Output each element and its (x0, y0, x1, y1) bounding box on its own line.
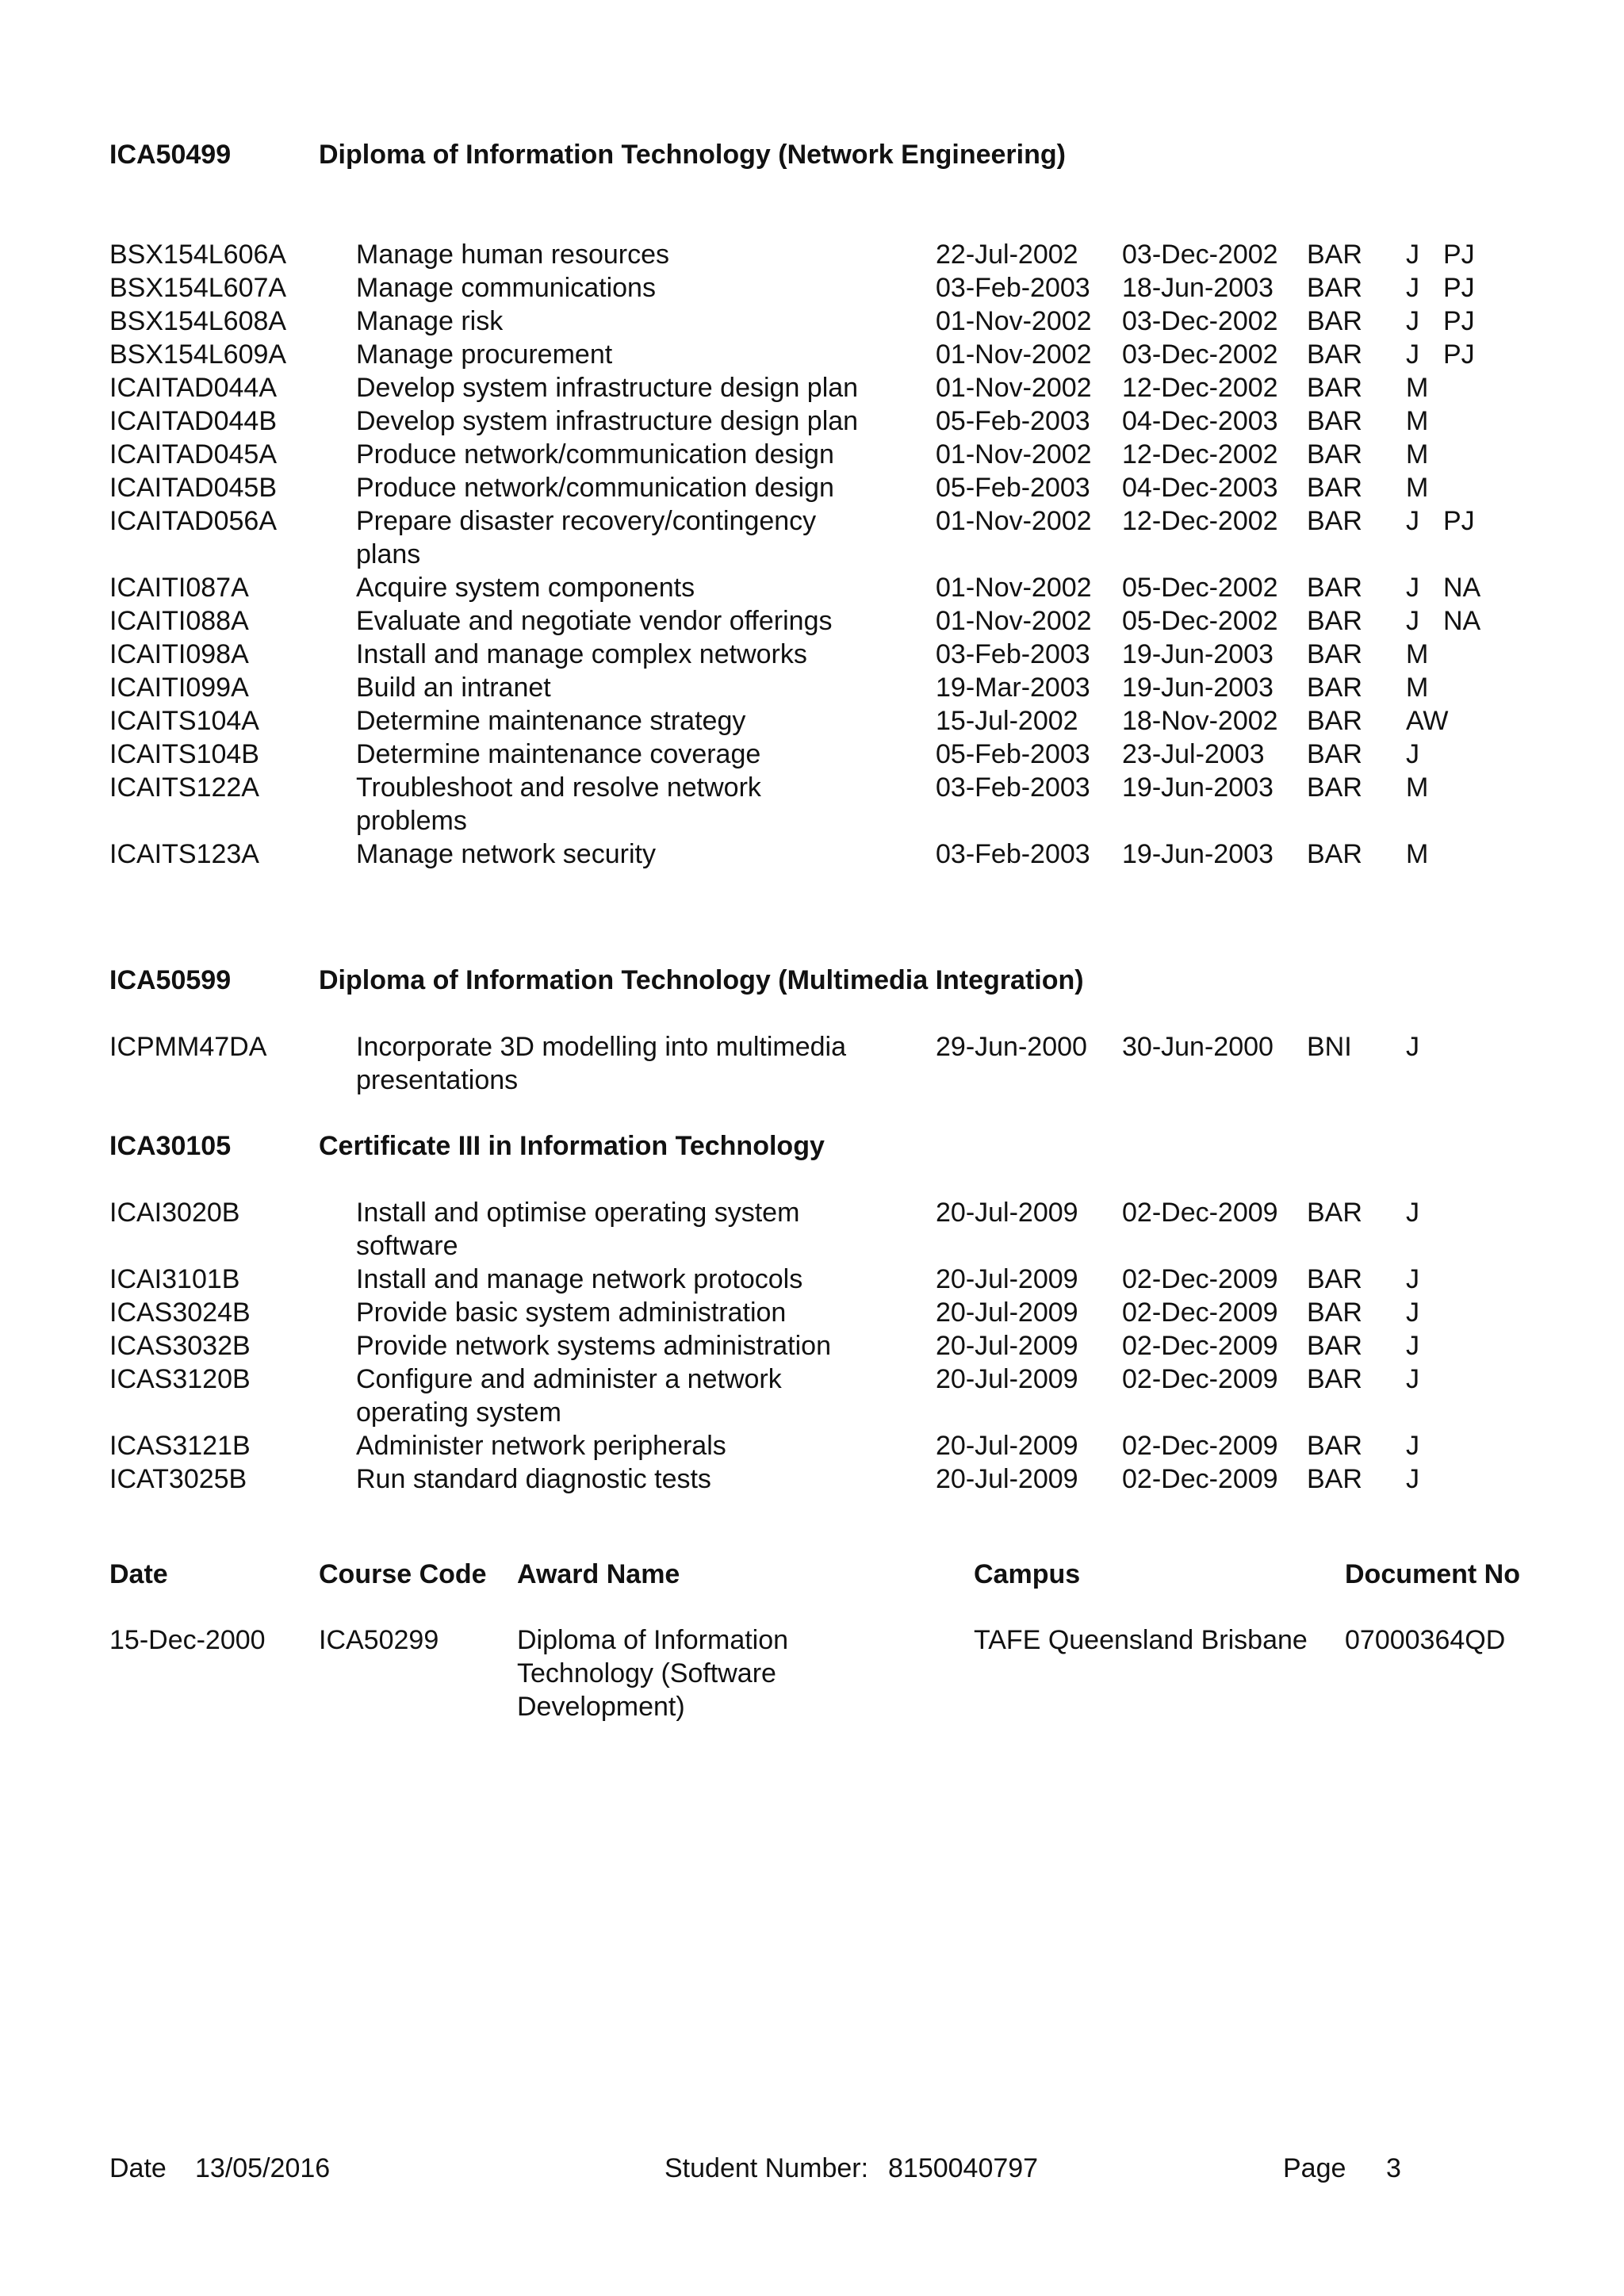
unit-start-date: 20-Jul-2009 (936, 1364, 1078, 1394)
unit-result: J (1406, 273, 1419, 303)
unit-row (0, 571, 1624, 604)
unit-end-date: 23-Jul-2003 (1122, 739, 1265, 769)
unit-location: BAR (1307, 1264, 1362, 1294)
unit-end-date: 02-Dec-2009 (1122, 1198, 1278, 1228)
unit-end-date: 19-Jun-2003 (1122, 673, 1274, 703)
unit-name: Determine maintenance coverage (356, 739, 761, 769)
unit-start-date: 20-Jul-2009 (936, 1331, 1078, 1361)
unit-result-secondary: PJ (1443, 273, 1475, 303)
unit-start-date: 20-Jul-2009 (936, 1264, 1078, 1294)
unit-code: ICAITS123A (109, 839, 259, 869)
award-document-no: 07000364QD (1345, 1625, 1506, 1655)
unit-name: Run standard diagnostic tests (356, 1464, 711, 1494)
unit-start-date: 03-Feb-2003 (936, 839, 1090, 869)
unit-result: AW (1406, 706, 1449, 736)
unit-name: Provide basic system administration (356, 1297, 787, 1328)
unit-result: M (1406, 439, 1429, 470)
unit-row (0, 704, 1624, 738)
unit-end-date: 02-Dec-2009 (1122, 1331, 1278, 1361)
unit-code: ICAS3032B (109, 1331, 251, 1361)
unit-location: BAR (1307, 573, 1362, 603)
unit-end-date: 05-Dec-2002 (1122, 573, 1278, 603)
unit-start-date: 29-Jun-2000 (936, 1032, 1087, 1062)
unit-start-date: 03-Feb-2003 (936, 273, 1090, 303)
unit-start-date: 03-Feb-2003 (936, 772, 1090, 803)
unit-result: J (1406, 1198, 1419, 1228)
unit-code: ICAITAD045A (109, 439, 278, 470)
unit-result: J (1406, 240, 1419, 270)
awards-header-award-name: Award Name (517, 1559, 680, 1589)
unit-start-date: 01-Nov-2002 (936, 506, 1092, 536)
unit-location: BAR (1307, 339, 1362, 370)
unit-name: Configure and administer a network operating system (356, 1364, 782, 1428)
award-campus: TAFE Queensland Brisbane (974, 1625, 1308, 1655)
unit-end-date: 04-Dec-2003 (1122, 406, 1278, 436)
page-footer (0, 2152, 1624, 2185)
unit-row (0, 471, 1624, 504)
unit-location: BAR (1307, 706, 1362, 736)
unit-location: BAR (1307, 1198, 1362, 1228)
footer-student-number: 8150040797 (888, 2153, 1039, 2183)
unit-row (0, 1363, 1624, 1429)
unit-location: BAR (1307, 606, 1362, 636)
unit-result-secondary: PJ (1443, 339, 1475, 370)
unit-end-date: 02-Dec-2009 (1122, 1464, 1278, 1494)
unit-result: J (1406, 1032, 1419, 1062)
unit-code: ICAI3101B (109, 1264, 240, 1294)
unit-name: Evaluate and negotiate vendor offerings (356, 606, 833, 636)
unit-start-date: 20-Jul-2009 (936, 1297, 1078, 1328)
awards-header-course-code: Course Code (319, 1559, 487, 1589)
unit-name: Provide network systems administration (356, 1331, 832, 1361)
unit-row (0, 1296, 1624, 1329)
unit-start-date: 01-Nov-2002 (936, 306, 1092, 336)
section-title: Diploma of Information Technology (Network Engineering) (319, 140, 1066, 170)
unit-result: M (1406, 406, 1429, 436)
unit-location: BAR (1307, 1331, 1362, 1361)
unit-end-date: 02-Dec-2009 (1122, 1431, 1278, 1461)
unit-row (0, 1263, 1624, 1296)
footer-date: 13/05/2016 (195, 2153, 331, 2183)
unit-code: ICAITI098A (109, 639, 249, 669)
unit-result: J (1406, 506, 1419, 536)
unit-name: Build an intranet (356, 673, 551, 703)
unit-location: BAR (1307, 306, 1362, 336)
unit-end-date: 30-Jun-2000 (1122, 1032, 1274, 1062)
unit-name: Install and manage complex networks (356, 639, 807, 669)
unit-row (0, 438, 1624, 471)
unit-start-date: 01-Nov-2002 (936, 439, 1092, 470)
unit-end-date: 02-Dec-2009 (1122, 1364, 1278, 1394)
unit-name: Develop system infrastructure design plan (356, 406, 859, 436)
unit-location: BAR (1307, 639, 1362, 669)
unit-start-date: 03-Feb-2003 (936, 639, 1090, 669)
unit-name: Administer network peripherals (356, 1431, 726, 1461)
unit-code: BSX154L608A (109, 306, 287, 336)
section-code: ICA50499 (109, 140, 232, 170)
unit-end-date: 18-Nov-2002 (1122, 706, 1278, 736)
unit-end-date: 12-Dec-2002 (1122, 506, 1278, 536)
unit-end-date: 03-Dec-2002 (1122, 306, 1278, 336)
section-title: Diploma of Information Technology (Multimedia Integration) (319, 965, 1084, 995)
unit-code: BSX154L606A (109, 240, 287, 270)
unit-result: J (1406, 339, 1419, 370)
footer-page-number: 3 (1386, 2153, 1401, 2183)
unit-location: BAR (1307, 240, 1362, 270)
unit-end-date: 12-Dec-2002 (1122, 439, 1278, 470)
unit-location: BAR (1307, 839, 1362, 869)
unit-result: J (1406, 1331, 1419, 1361)
unit-row (0, 238, 1624, 271)
unit-result: M (1406, 373, 1429, 403)
unit-result: J (1406, 1264, 1419, 1294)
unit-name: Manage human resources (356, 240, 670, 270)
unit-row (0, 738, 1624, 771)
unit-location: BAR (1307, 1297, 1362, 1328)
unit-result: M (1406, 673, 1429, 703)
unit-code: ICAITAD045B (109, 473, 278, 503)
unit-name: Prepare disaster recovery/contingency plans (356, 506, 817, 569)
unit-result-secondary: NA (1443, 606, 1481, 636)
unit-row (0, 638, 1624, 671)
unit-result: M (1406, 839, 1429, 869)
unit-result: J (1406, 1297, 1419, 1328)
unit-start-date: 01-Nov-2002 (936, 339, 1092, 370)
unit-name: Install and optimise operating system software (356, 1198, 800, 1261)
unit-start-date: 20-Jul-2009 (936, 1464, 1078, 1494)
unit-end-date: 18-Jun-2003 (1122, 273, 1274, 303)
unit-code: BSX154L607A (109, 273, 287, 303)
award-date: 15-Dec-2000 (109, 1625, 266, 1655)
awards-header-document-no: Document No (1345, 1559, 1520, 1589)
unit-location: BAR (1307, 473, 1362, 503)
unit-location: BAR (1307, 273, 1362, 303)
unit-start-date: 01-Nov-2002 (936, 606, 1092, 636)
unit-start-date: 05-Feb-2003 (936, 739, 1090, 769)
unit-list (0, 238, 1624, 871)
unit-end-date: 19-Jun-2003 (1122, 772, 1274, 803)
unit-code: ICAITAD044B (109, 406, 278, 436)
unit-code: ICAITAD056A (109, 506, 278, 536)
unit-name: Incorporate 3D modelling into multimedia presentations (356, 1032, 846, 1095)
unit-name: Acquire system components (356, 573, 695, 603)
unit-row (0, 1429, 1624, 1462)
unit-result-secondary: PJ (1443, 506, 1475, 536)
unit-row (0, 338, 1624, 371)
unit-row (0, 305, 1624, 338)
unit-start-date: 19-Mar-2003 (936, 673, 1090, 703)
unit-location: BAR (1307, 739, 1362, 769)
unit-code: ICAI3020B (109, 1198, 240, 1228)
awards-header-date: Date (109, 1559, 168, 1589)
unit-start-date: 20-Jul-2009 (936, 1198, 1078, 1228)
unit-code: ICAITI088A (109, 606, 249, 636)
unit-result: M (1406, 772, 1429, 803)
unit-end-date: 05-Dec-2002 (1122, 606, 1278, 636)
unit-row (0, 271, 1624, 305)
unit-result: J (1406, 1431, 1419, 1461)
awards-header-row (0, 1558, 1624, 1591)
unit-row (0, 1462, 1624, 1496)
unit-location: BAR (1307, 406, 1362, 436)
unit-list (0, 1196, 1624, 1496)
footer-student-number-label: Student Number: (665, 2153, 869, 2183)
unit-location: BAR (1307, 1431, 1362, 1461)
unit-location: BAR (1307, 373, 1362, 403)
unit-start-date: 01-Nov-2002 (936, 573, 1092, 603)
unit-location: BAR (1307, 506, 1362, 536)
unit-result: J (1406, 739, 1419, 769)
unit-end-date: 03-Dec-2002 (1122, 240, 1278, 270)
unit-code: ICAITI087A (109, 573, 249, 603)
unit-row (0, 604, 1624, 638)
section-code: ICA30105 (109, 1131, 232, 1161)
unit-row (0, 1329, 1624, 1363)
footer-date-label: Date (109, 2153, 167, 2183)
unit-name: Manage procurement (356, 339, 613, 370)
section-title: Certificate III in Information Technology (319, 1131, 825, 1161)
unit-result: J (1406, 1464, 1419, 1494)
unit-location: BNI (1307, 1032, 1352, 1062)
unit-row (0, 771, 1624, 838)
unit-row (0, 1196, 1624, 1263)
footer-page-label: Page (1283, 2153, 1346, 2183)
unit-code: ICAS3120B (109, 1364, 251, 1394)
unit-end-date: 02-Dec-2009 (1122, 1297, 1278, 1328)
unit-start-date: 05-Feb-2003 (936, 406, 1090, 436)
unit-result-secondary: NA (1443, 573, 1481, 603)
unit-code: BSX154L609A (109, 339, 287, 370)
unit-code: ICAT3025B (109, 1464, 247, 1494)
unit-list (0, 1030, 1624, 1097)
unit-row (0, 1030, 1624, 1097)
unit-code: ICAITS104B (109, 739, 259, 769)
unit-code: ICAITI099A (109, 673, 249, 703)
unit-row (0, 671, 1624, 704)
unit-row (0, 371, 1624, 404)
unit-name: Manage communications (356, 273, 656, 303)
unit-row (0, 404, 1624, 438)
section-code: ICA50599 (109, 965, 232, 995)
unit-end-date: 19-Jun-2003 (1122, 639, 1274, 669)
unit-location: BAR (1307, 772, 1362, 803)
unit-name: Develop system infrastructure design plan (356, 373, 859, 403)
unit-code: ICAS3121B (109, 1431, 251, 1461)
unit-result: M (1406, 639, 1429, 669)
unit-end-date: 04-Dec-2003 (1122, 473, 1278, 503)
unit-code: ICAITAD044A (109, 373, 278, 403)
unit-name: Produce network/communication design (356, 473, 834, 503)
unit-name: Manage risk (356, 306, 504, 336)
awards-header-campus: Campus (974, 1559, 1081, 1589)
unit-code: ICPMM47DA (109, 1032, 267, 1062)
unit-location: BAR (1307, 1364, 1362, 1394)
unit-start-date: 15-Jul-2002 (936, 706, 1078, 736)
unit-location: BAR (1307, 1464, 1362, 1494)
unit-result: M (1406, 473, 1429, 503)
unit-code: ICAITS122A (109, 772, 259, 803)
unit-start-date: 05-Feb-2003 (936, 473, 1090, 503)
unit-result-secondary: PJ (1443, 306, 1475, 336)
unit-name: Install and manage network protocols (356, 1264, 803, 1294)
unit-name: Produce network/communication design (356, 439, 834, 470)
unit-result: J (1406, 306, 1419, 336)
unit-code: ICAS3024B (109, 1297, 251, 1328)
unit-end-date: 02-Dec-2009 (1122, 1264, 1278, 1294)
unit-start-date: 20-Jul-2009 (936, 1431, 1078, 1461)
unit-row (0, 838, 1624, 871)
unit-code: ICAITS104A (109, 706, 259, 736)
unit-name: Manage network security (356, 839, 656, 869)
unit-location: BAR (1307, 439, 1362, 470)
award-name: Diploma of Information Technology (Software Development) (517, 1625, 789, 1722)
unit-end-date: 12-Dec-2002 (1122, 373, 1278, 403)
unit-location: BAR (1307, 673, 1362, 703)
unit-row (0, 504, 1624, 571)
unit-start-date: 01-Nov-2002 (936, 373, 1092, 403)
unit-result: J (1406, 573, 1419, 603)
unit-result: J (1406, 606, 1419, 636)
unit-end-date: 19-Jun-2003 (1122, 839, 1274, 869)
unit-end-date: 03-Dec-2002 (1122, 339, 1278, 370)
unit-name: Troubleshoot and resolve network problems (356, 772, 761, 836)
unit-name: Determine maintenance strategy (356, 706, 746, 736)
unit-result-secondary: PJ (1443, 240, 1475, 270)
unit-start-date: 22-Jul-2002 (936, 240, 1078, 270)
unit-result: J (1406, 1364, 1419, 1394)
award-course-code: ICA50299 (319, 1625, 439, 1655)
